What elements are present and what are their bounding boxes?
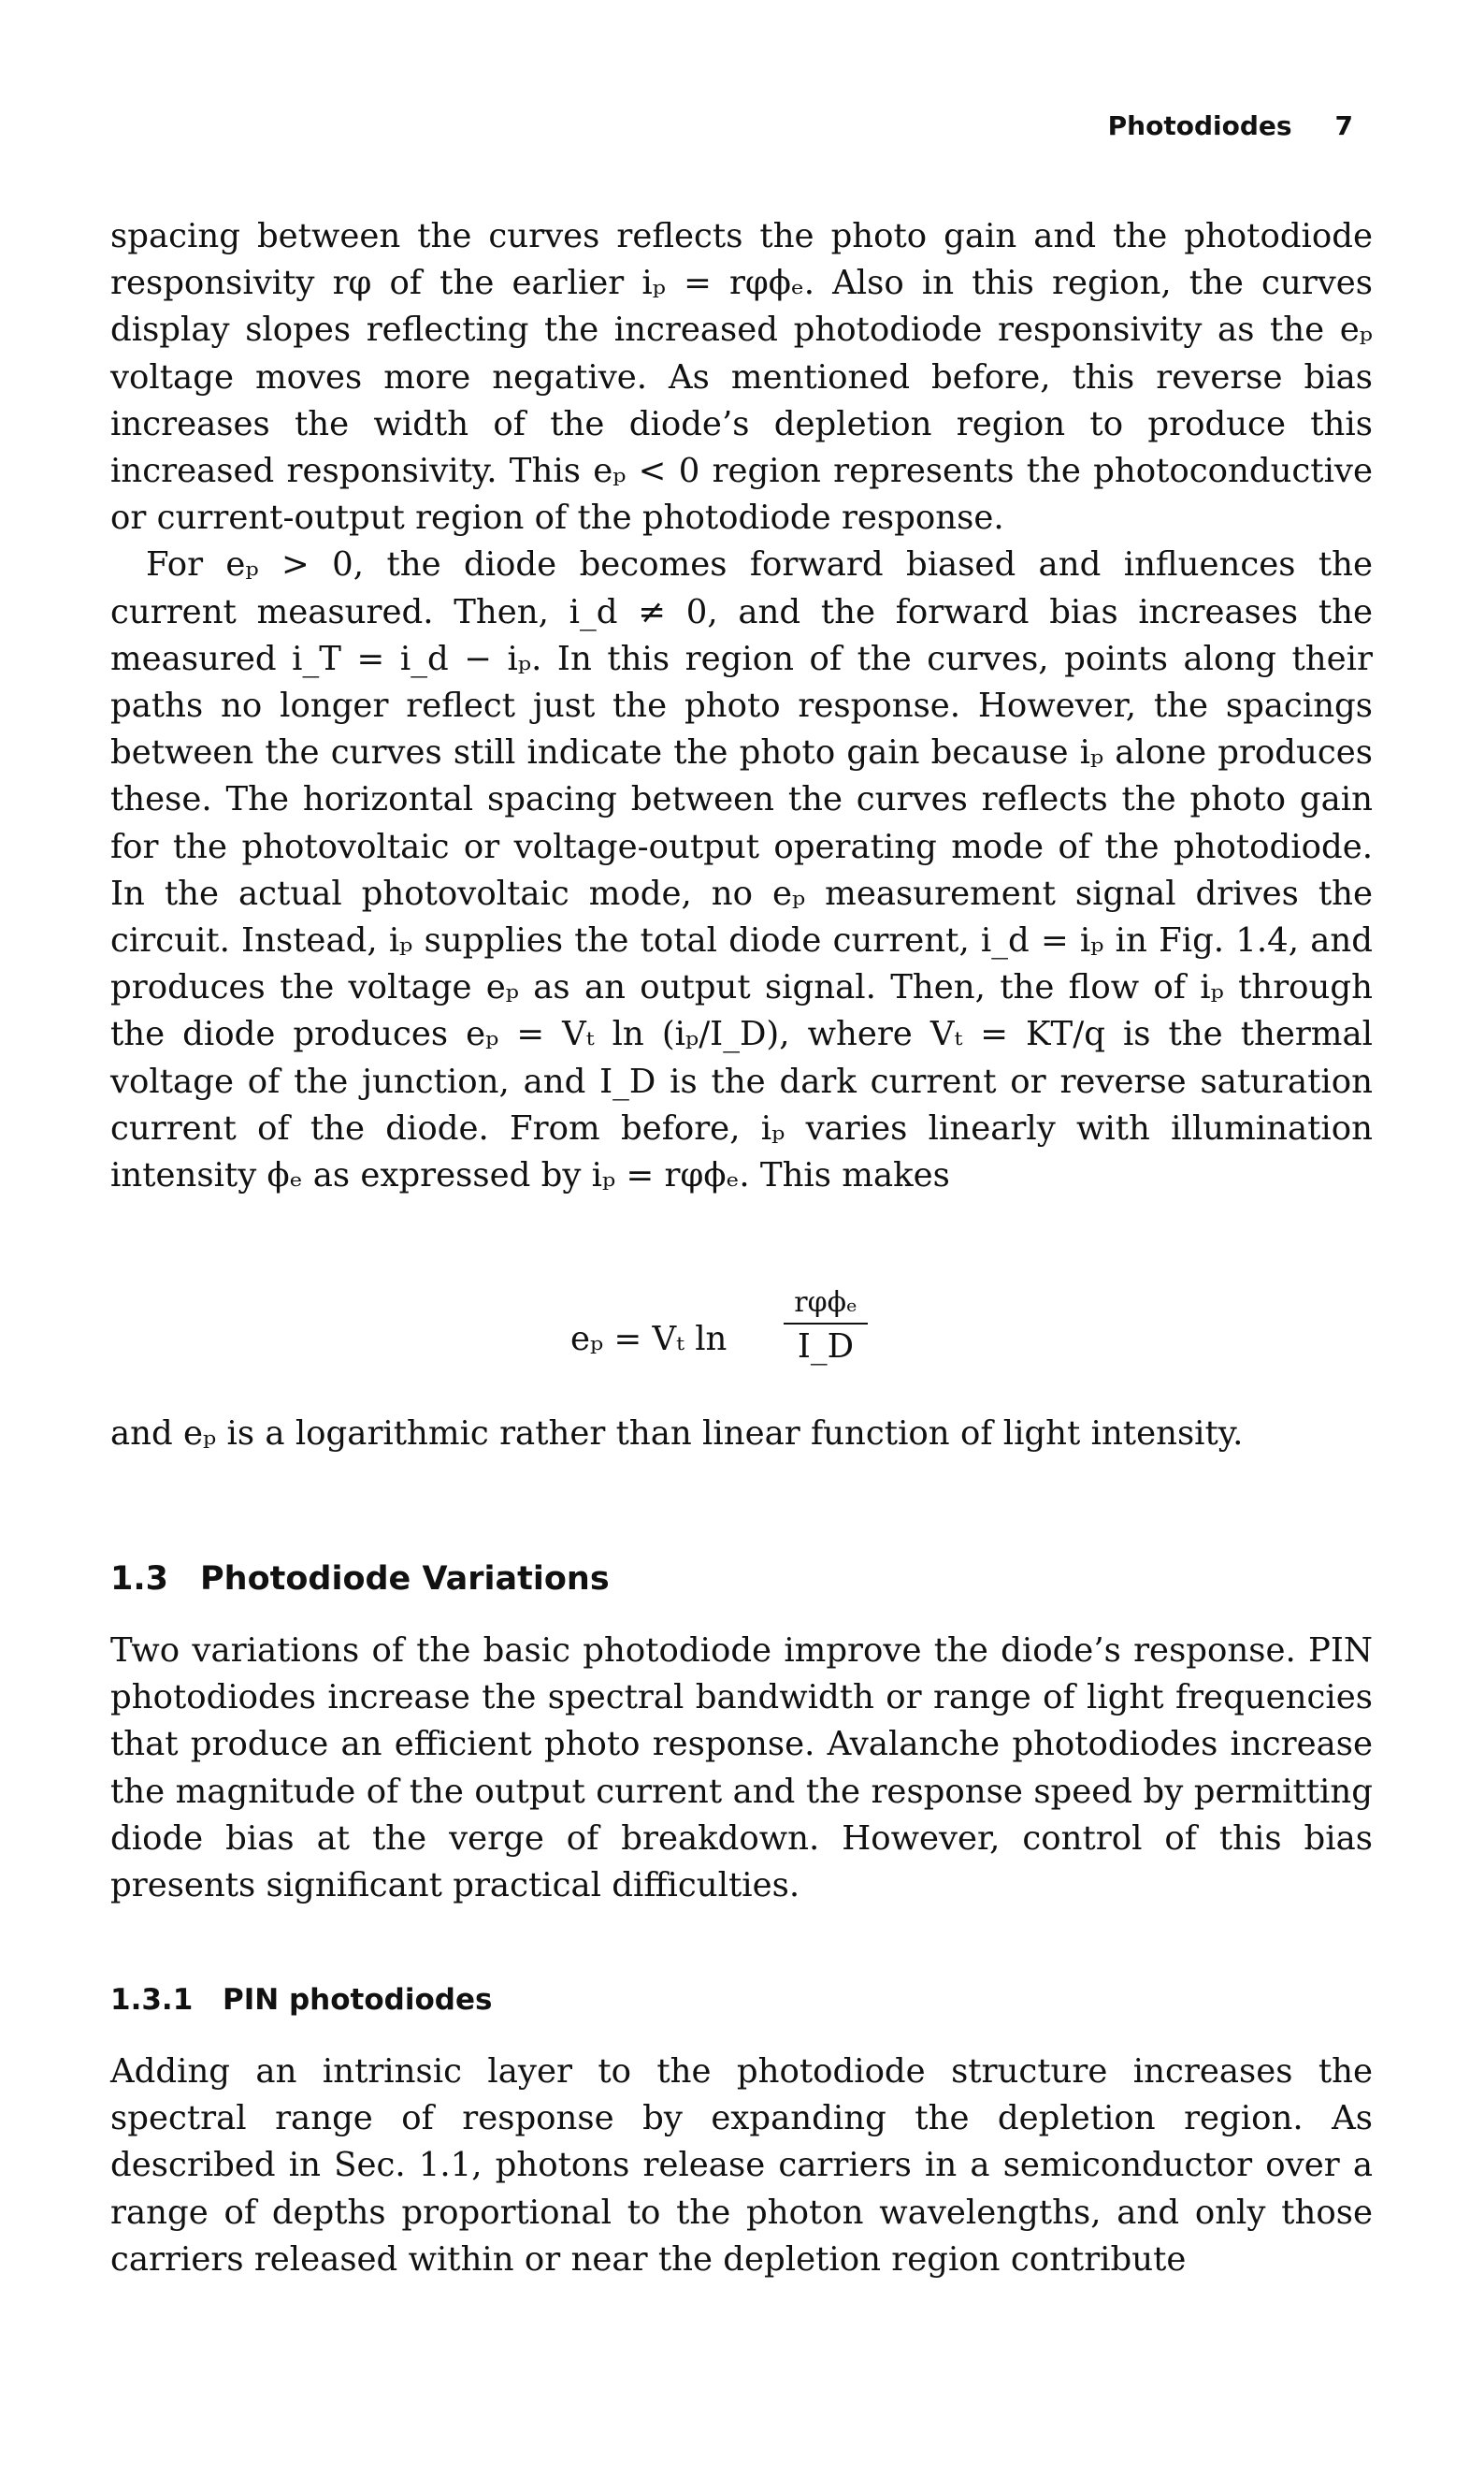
subsection-heading <box>110 1983 492 2017</box>
paragraph: and eₚ is a logarithmic rather than linear function of light intensity. <box>110 1414 1244 1453</box>
paragraph: Two variations of the basic photodiode improve the diode’s response. PIN photodiodes increase the spectral bandwidth or range of light frequencies that produce an efficient photo response. Avalanche photodiodes increase the magnitude of the output current and the response speed by permitting diode bias at the verge of breakdown. However, control of this bias presents significant practical difficulties. <box>110 1631 1373 1905</box>
equation-fraction <box>784 1286 868 1366</box>
paragraph: spacing between the curves reflects the photo gain and the photodiode responsivity rφ of the earlier iₚ = rφϕₑ. Also in this region, the curves display slopes reflecting the increased photodiode responsivity as the eₚ voltage moves more negative. As mentioned before, this reverse bias increases the width of the diode’s depletion region to produce this increased responsivity. This eₚ < 0 region represents the photoconductive or current-output region of the photodiode response. <box>110 217 1373 538</box>
running-header-title: Photodiodes <box>1107 110 1292 141</box>
subsection-body <box>110 2049 1373 2283</box>
display-equation <box>570 1286 963 1392</box>
subsection-title: PIN photodiodes <box>223 1983 493 2017</box>
equation-denominator: I_D <box>797 1327 855 1366</box>
section-number: 1.3 <box>110 1560 169 1598</box>
body-text-after-equation <box>110 1411 1373 1457</box>
equation-numerator: rφϕₑ <box>784 1289 868 1325</box>
body-text-top <box>110 213 1373 1199</box>
running-header <box>110 110 1353 141</box>
paragraph: For eₚ > 0, the diode becomes forward biased and influences the current measured. Then, i_d ≠ 0, and the forward bias increases the measured i_T = i_d − iₚ. In this region of the curves, points along their paths no longer reflect just the photo response. However, the spacings between the curves still indicate the photo gain because iₚ alone produces these. The horizontal spacing between the curves reflects the photo gain for the photovoltaic or voltage-output operating mode of the photodiode. In the actual photovoltaic mode, no eₚ measurement signal drives the circuit. Instead, iₚ supplies the total diode current, i_d = iₚ in Fig. 1.4, and produces the voltage eₚ as an output signal. Then, the flow of iₚ through the diode produces eₚ = Vₜ ln (iₚ/I_D), where Vₜ = KT/q is the thermal voltage of the junction, and I_D is the dark current or reverse saturation current of the diode. From before, iₚ varies linearly with illumination intensity ϕₑ as expressed by iₚ = rφϕₑ. This makes <box>110 545 1373 1195</box>
section-body <box>110 1628 1373 1909</box>
paragraph: Adding an intrinsic layer to the photodiode structure increases the spectral range of response by expanding the depletion region. As described in Sec. 1.1, photons release carriers in a semiconductor over a range of depths proportional to the photon wavelengths, and only those carriers released within or near the depletion region contribute <box>110 2052 1373 2279</box>
page-number: 7 <box>1334 110 1353 141</box>
section-heading <box>110 1560 610 1598</box>
equation-lhs: eₚ = Vₜ ln <box>570 1320 728 1358</box>
section-title: Photodiode Variations <box>200 1560 610 1598</box>
subsection-number: 1.3.1 <box>110 1983 194 2017</box>
